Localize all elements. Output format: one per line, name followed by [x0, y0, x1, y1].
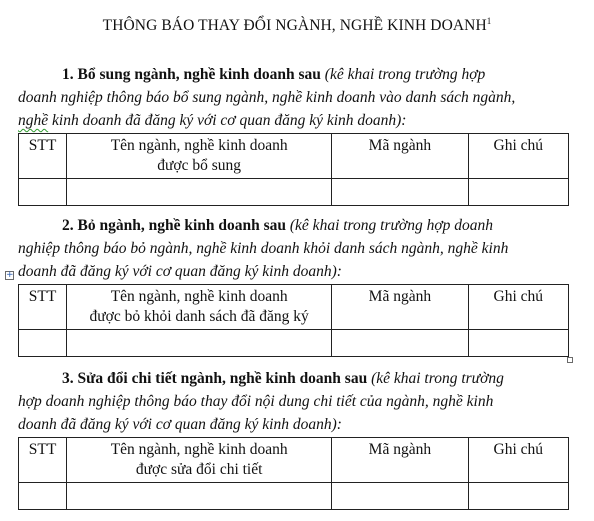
header-ma-nganh: Mã ngành [332, 438, 468, 483]
section-3-note-line-1: (kê khai trong trường [371, 370, 504, 387]
table-cell[interactable] [67, 330, 332, 357]
section-1-note-line-1: (kê khai trong trường hợp [324, 66, 486, 83]
header-ghi-chu: Ghi chú [468, 134, 568, 179]
table-cell[interactable] [67, 179, 332, 206]
header-stt: STT [19, 285, 67, 330]
table-cell[interactable] [468, 179, 568, 206]
section-2-heading: 2. Bỏ ngành, nghề kinh doanh sau [62, 217, 287, 234]
section-1-paragraph [18, 63, 568, 132]
section-2-paragraph [18, 214, 568, 283]
table-header-row [19, 285, 569, 330]
section-1-note-line-3: kinh doanh đã đăng ký với cơ quan đăng ký kinh doanh): [48, 112, 407, 129]
title-footnote-marker: 1 [486, 16, 492, 26]
title-text: THÔNG BÁO THAY ĐỔI NGÀNH, NGHỀ KINH DOANH [102, 17, 487, 34]
header-nganh-nghe-line-1: Tên ngành, nghề kinh doanh [110, 288, 288, 305]
section-1-note-line-2: doanh nghiệp thông báo bổ sung ngành, nghề kinh doanh vào danh sách ngành, [18, 89, 516, 106]
section-2-note-line-2: nghiệp thông báo bỏ ngành, nghề kinh doanh khỏi danh sách ngành, nghề kinh [18, 240, 509, 257]
table-cell[interactable] [19, 330, 67, 357]
header-nganh-nghe-line-1: Tên ngành, nghề kinh doanh [110, 441, 288, 458]
table-cell[interactable] [332, 483, 468, 510]
section-1-spellcheck-word: nghề [18, 112, 49, 129]
table-row [19, 483, 569, 510]
table-header-row [19, 438, 569, 483]
section-3-paragraph [18, 367, 568, 436]
header-stt: STT [19, 438, 67, 483]
table-header-row [19, 134, 569, 179]
section-2-table [18, 284, 569, 357]
table-cell[interactable] [19, 483, 67, 510]
section-2-note-line-1: (kê khai trong trường hợp doanh [289, 217, 493, 234]
document-title [0, 16, 594, 35]
table-row [19, 179, 569, 206]
header-ghi-chu: Ghi chú [468, 438, 568, 483]
section-2-note-line-3: doanh đã đăng ký với cơ quan đăng ký kinh doanh): [18, 263, 342, 280]
table-cell[interactable] [332, 179, 468, 206]
section-1-heading: 1. Bổ sung ngành, nghề kinh doanh sau [62, 66, 321, 83]
table-resize-handle[interactable] [567, 357, 573, 363]
header-nganh-nghe [67, 285, 332, 330]
header-nganh-nghe-line-2: được bỏ khỏi danh sách đã đăng ký [89, 308, 309, 325]
header-nganh-nghe-line-2: được sửa đổi chi tiết [135, 461, 263, 478]
header-nganh-nghe-line-2: được bổ sung [157, 157, 242, 174]
table-cell[interactable] [332, 330, 468, 357]
header-nganh-nghe [67, 438, 332, 483]
table-cell[interactable] [468, 483, 568, 510]
section-1-table [18, 133, 569, 206]
section-3-note-line-3: doanh đã đăng ký với cơ quan đăng ký kinh doanh): [18, 416, 342, 433]
table-cell[interactable] [19, 179, 67, 206]
table-cell[interactable] [468, 330, 568, 357]
header-ma-nganh: Mã ngành [332, 285, 468, 330]
section-3-table [18, 437, 569, 510]
section-3-heading: 3. Sửa đổi chi tiết ngành, nghề kinh doanh sau [62, 370, 368, 387]
table-row [19, 330, 569, 357]
header-nganh-nghe-line-1: Tên ngành, nghề kinh doanh [110, 137, 288, 154]
header-ma-nganh: Mã ngành [332, 134, 468, 179]
table-move-handle-icon[interactable]: + [6, 270, 14, 280]
table-cell[interactable] [67, 483, 332, 510]
header-ghi-chu: Ghi chú [468, 285, 568, 330]
header-nganh-nghe [67, 134, 332, 179]
header-stt: STT [19, 134, 67, 179]
section-3-note-line-2: hợp doanh nghiệp thông báo thay đổi nội dung chi tiết của ngành, nghề kinh [18, 393, 494, 410]
